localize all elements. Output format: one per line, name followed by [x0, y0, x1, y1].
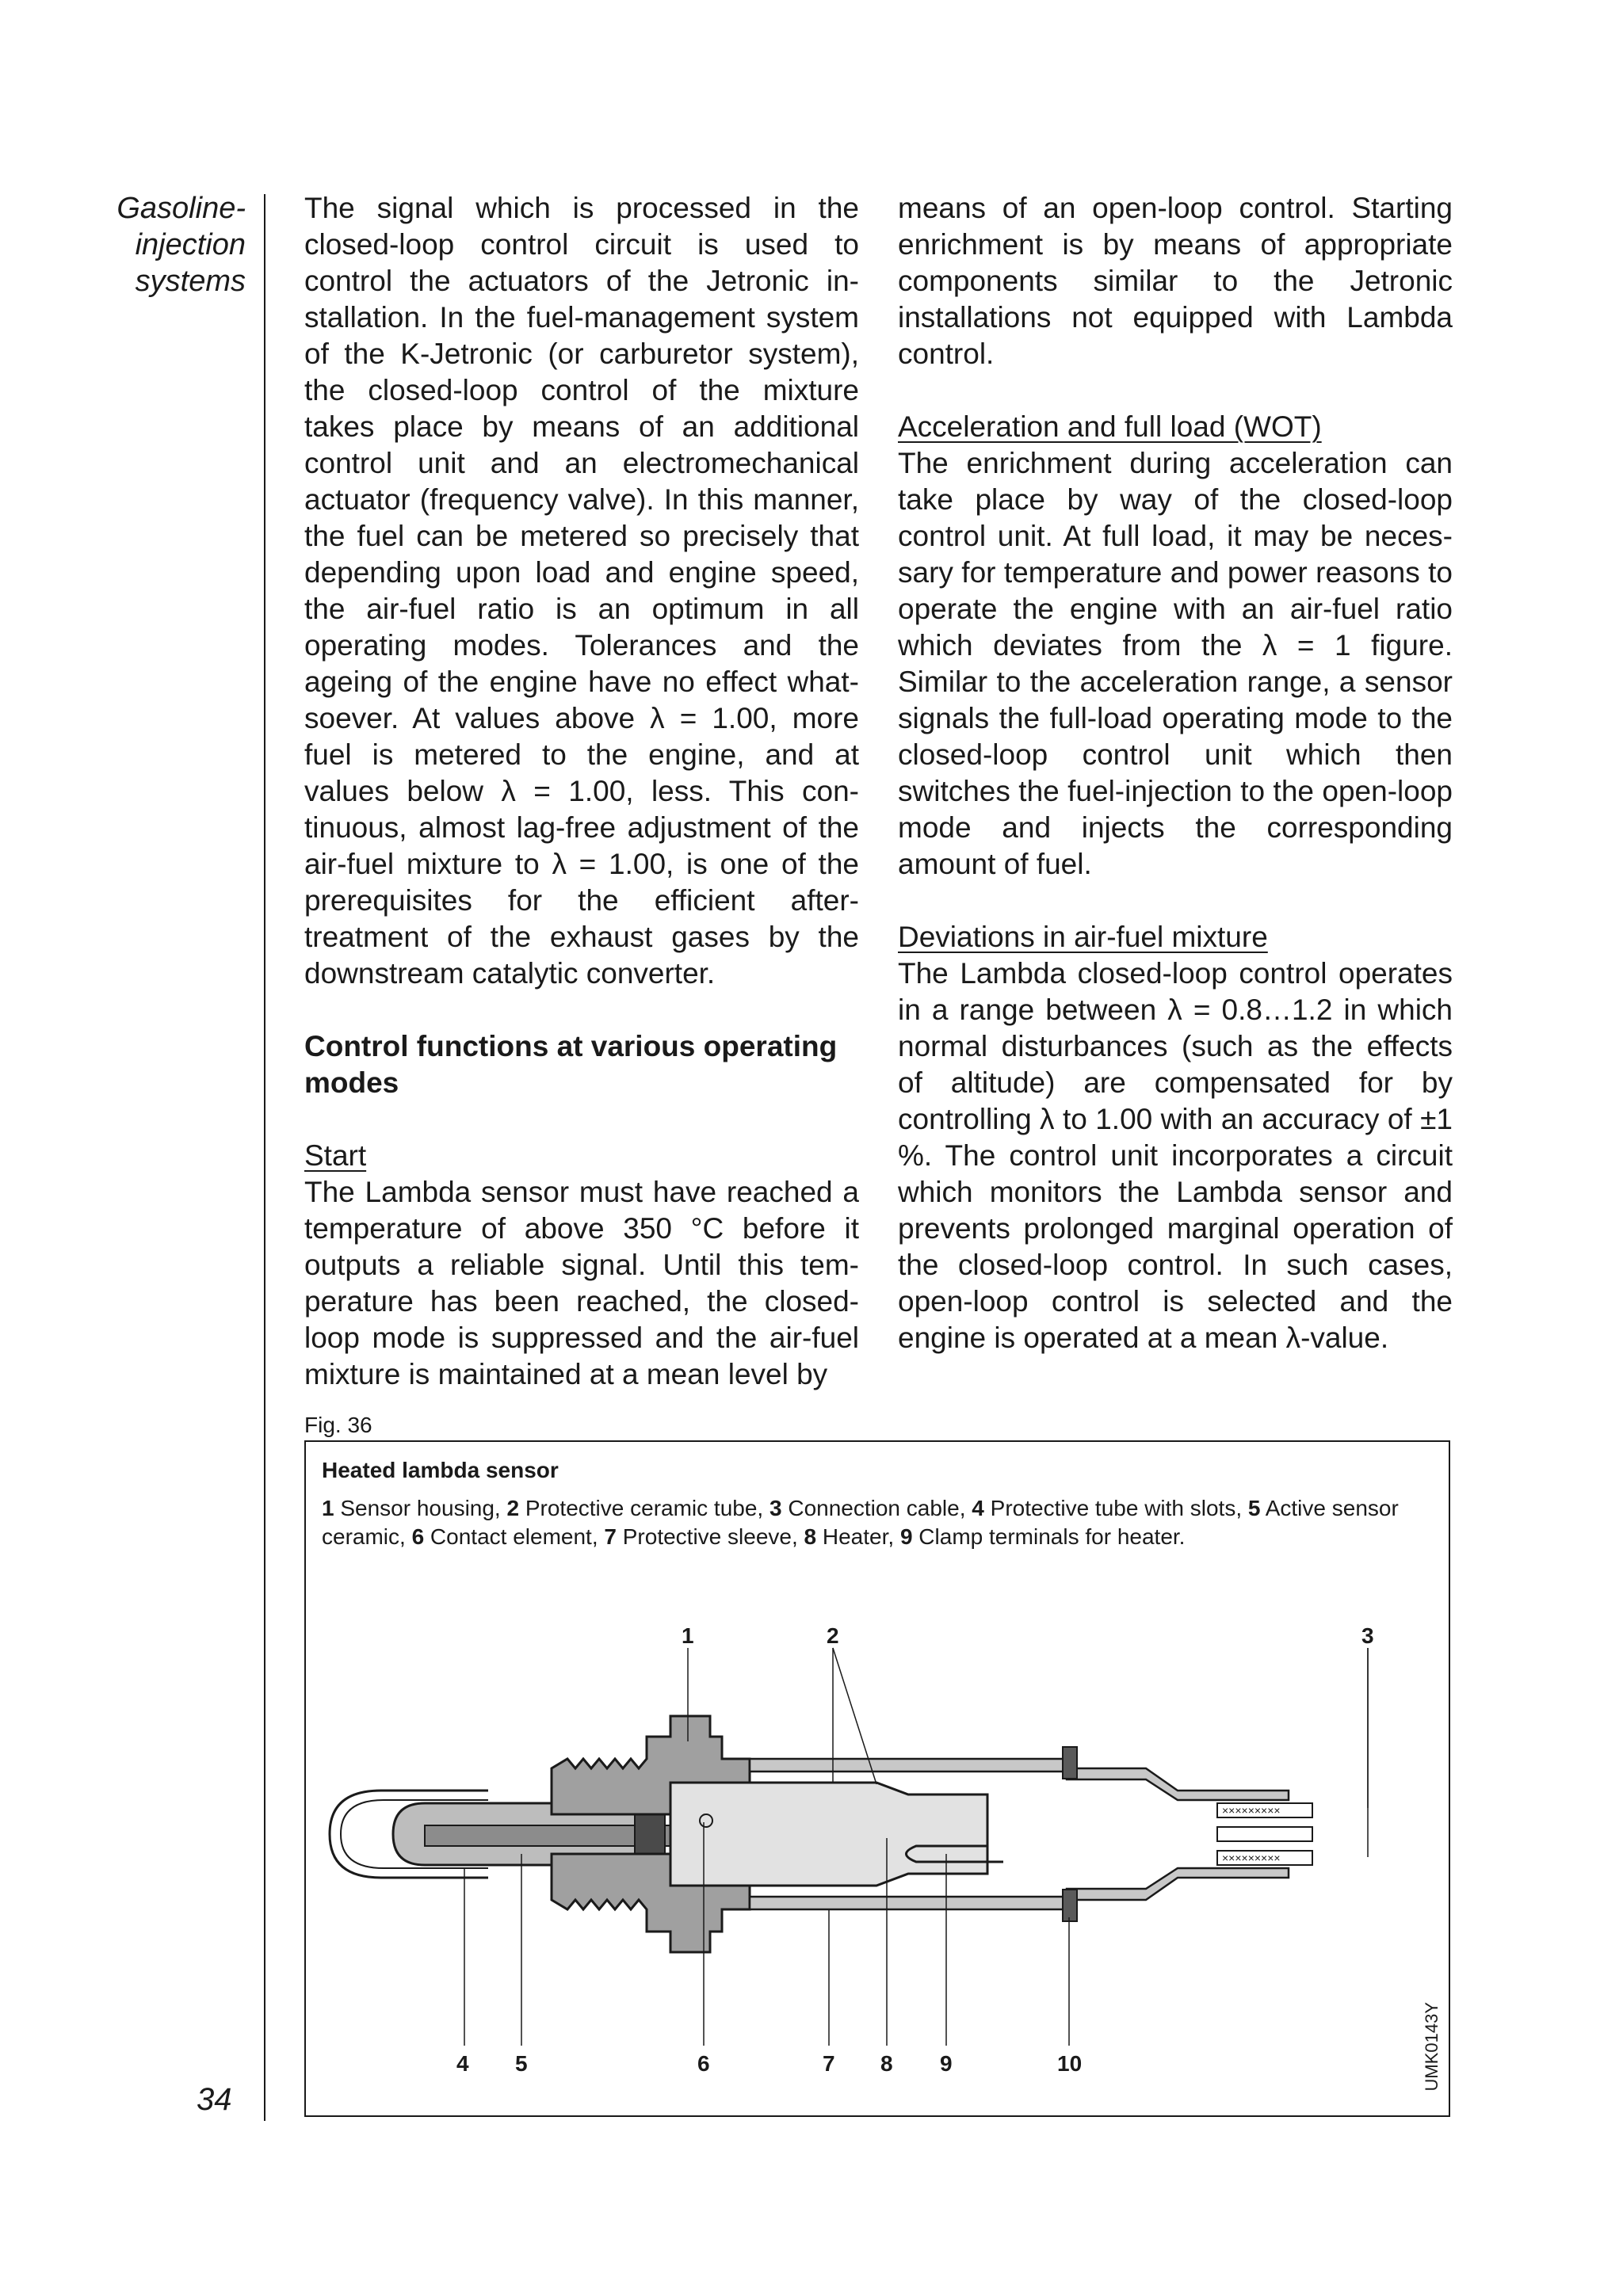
legend-num: 4: [972, 1496, 984, 1520]
figure-label: Fig. 36: [304, 1413, 372, 1437]
callout-4: 4: [456, 2051, 469, 2076]
section-label-line: systems: [135, 265, 246, 298]
legend-num: 6: [411, 1524, 425, 1549]
figure-title: Heated lambda sensor: [322, 1458, 559, 1482]
deviations-paragraph: The Lambda closed-loop control operates in a range between λ = 0.8…1.2 in which normal disturbances (such as the effects of altitude) are compensated for by controlling λ to 1.00 with an accuracy of ±1 %. The control unit incorporates a circuit which monitors the Lambda sensor and prevents prolonged marginal operation of the closed-loop control. In such cases, open-loop control is selected and the engine is operated at a mean λ-value.: [898, 957, 1453, 1354]
callout-5: 5: [515, 2051, 528, 2076]
section-label: [87, 190, 246, 299]
legend-text: Protective tube with slots,: [983, 1496, 1248, 1520]
legend-text: Active sensor ceramic,: [322, 1496, 1399, 1549]
legend-num: 7: [604, 1524, 617, 1549]
intro-paragraph: The signal which is processed in the closed-loop control circuit is used to control the actuators of the Jetronic installation. In the fuel-management system of the K-Jetronic (or carburetor system), the closed-loop control of the mixture takes place by means of an additional control unit and an electromechanical actuator (frequency valve). In this manner, the fuel can be metered so precisely that depending upon load and engine speed, the air-fuel ratio is an optimum in all operating modes. Tolerances and the ageing of the engine have no effect whatsoever. At values above λ = 1.00, more fuel is metered to the engine, and at values below λ = 1.00, less. This continuous, almost lag-free adjustment of the air-fuel mixture to λ = 1.00, is one of the prerequisites for the efficient aftertreatment of the exhaust gases by the downstream catalytic converter.: [304, 192, 859, 990]
acceleration-heading: Acceleration and full load (WOT): [898, 410, 1322, 443]
legend-num: 3: [769, 1496, 782, 1520]
figure-box: [304, 1440, 1450, 2117]
cable-middle: [1217, 1827, 1312, 1841]
grommet-top: [1063, 1747, 1077, 1779]
legend-text: Heater,: [816, 1524, 900, 1549]
continued-paragraph: means of an open-loop control. Starting enrichment is by means of appropriate components similar to the Jetronic installations not equipped with Lambda control.: [898, 192, 1453, 370]
legend-num: 9: [899, 1524, 913, 1549]
callout-8: 8: [880, 2051, 893, 2076]
lambda-sensor-diagram: [306, 1442, 1449, 2115]
page-number: 34: [197, 2082, 232, 2117]
legend-text: Sensor housing,: [334, 1496, 507, 1520]
legend-text: Clamp terminals for heater.: [912, 1524, 1186, 1549]
svg-text:×××××××××: ×××××××××: [1222, 1852, 1281, 1864]
legend-num: 5: [1247, 1496, 1261, 1520]
section-label-line: Gasoline-: [116, 192, 246, 225]
legend-text: Protective ceramic tube,: [519, 1496, 769, 1520]
start-heading: Start: [304, 1139, 367, 1172]
deviations-heading: Deviations in air-fuel mixture: [898, 921, 1268, 953]
callout-1: 1: [682, 1623, 694, 1648]
section-heading: Control functions at various operating modes: [304, 1030, 838, 1099]
start-paragraph: The Lambda sensor must have reached a temperature of above 350 °C before it outputs a reliable signal. Until this temperature has been reached, the closed-loop mode is suppressed and the air-fuel mixture is maintained at a mean level by: [304, 1176, 859, 1390]
callout-9: 9: [940, 2051, 953, 2076]
left-column: [304, 190, 859, 1393]
right-column: [898, 190, 1453, 1356]
callout-3: 3: [1361, 1623, 1374, 1648]
callout-2: 2: [827, 1623, 839, 1648]
legend-num: 2: [506, 1496, 520, 1520]
callout-7: 7: [823, 2051, 835, 2076]
ceramic-tube: [670, 1783, 987, 1886]
grommet-bottom: [1063, 1890, 1077, 1921]
callout-6: 6: [697, 2051, 710, 2076]
legend-text: Connection cable,: [781, 1496, 972, 1520]
legend-num: 1: [322, 1496, 334, 1520]
callout-10: 10: [1057, 2051, 1083, 2076]
margin-rule: [264, 194, 265, 2121]
section-label-line: injection: [135, 228, 246, 261]
svg-text:×××××××××: ×××××××××: [1222, 1804, 1281, 1817]
legend-text: Protective sleeve,: [616, 1524, 804, 1549]
legend-text: Contact element,: [424, 1524, 605, 1549]
acceleration-paragraph: The enrichment during acceleration can take place by way of the closed-loop control unit. At full load, it may be necessary for temperature and power reasons to operate the engine with an air-fuel ratio which deviates from the λ = 1 figure. Similar to the acceleration range, a sensor signals the full-load operating mode to the closed-loop control unit which then switches the fuel-injection to the open-loop mode and injects the corresponding amount of fuel.: [898, 447, 1453, 880]
legend-num: 8: [804, 1524, 817, 1549]
figure-code: UMK0143Y: [1422, 2002, 1442, 2092]
